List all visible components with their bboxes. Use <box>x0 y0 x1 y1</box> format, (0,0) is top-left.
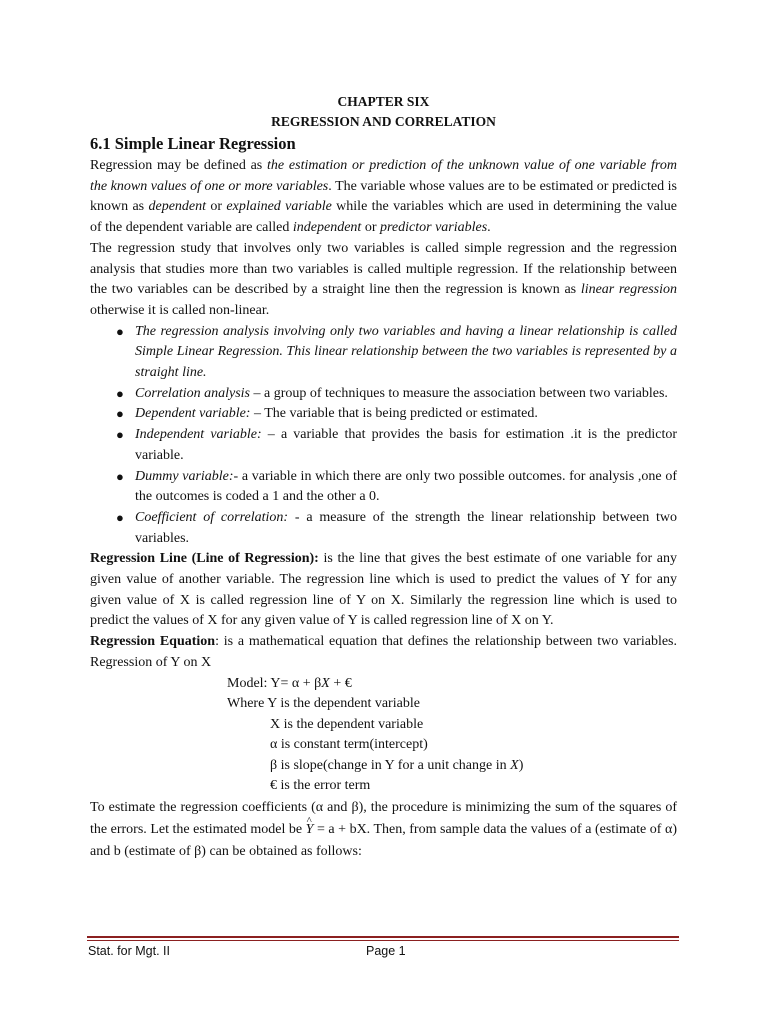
model-equation: Model: Y= α + βX + € <box>227 675 352 691</box>
list-item: ● Coefficient of correlation: - a measure of the strength the linear relationship between two variables. <box>116 509 677 546</box>
estimation-paragraph: To estimate the regression coefficients (α and β), the procedure is minimizing the sum of the squares of the errors. Let the estimated model be ^ Y = a + bX. Then, from sample data the values of a (estimate of α) and b (estimate of β) can be obtained as follows: <box>90 797 677 863</box>
model-alpha-line: α is constant term(intercept) <box>270 737 428 753</box>
model-error-line: € is the error term <box>270 778 371 794</box>
definition-paragraph: Regression may be defined as the estimation or prediction of the unknown value of one variable from the known values of one or more variables. The variable whose values are to be estimated or predicted is known as dependent or explained variable while the variables which are used in determining the value of the dependent variable are called independent or predictor variables. <box>90 158 678 236</box>
page-body <box>90 92 677 863</box>
regression-line-paragraph: Regression Line (Line of Regression): is the line that gives the best estimate of one variable for any given value of another variable. The regression line which is used to predict the values of Y for any given value of X is called regression line of Y on X. Similarly the regression line which is used to predict the values of X for any given value of Y is called regression line of X on Y. <box>90 551 677 629</box>
list-item: ● The regression analysis involving only two variables and having a linear relationship is called Simple Linear Regression. This linear relationship between the two variables is represented by a straight line. <box>116 323 677 381</box>
page-number: Page 1 <box>366 944 406 958</box>
definition-list <box>90 322 677 550</box>
chapter-title: REGRESSION AND CORRELATION <box>271 114 496 129</box>
regression-equation-paragraph: Regression Equation: is a mathematical equation that defines the relationship between two variables. Regression of Y on X <box>90 634 677 670</box>
list-item: ● Dependent variable: – The variable that is being predicted or estimated. <box>116 406 538 422</box>
y-hat-symbol: ^ Y <box>306 819 314 841</box>
footer-course-title: Stat. for Mgt. II <box>88 944 170 958</box>
list-item: ● Independent variable: – a variable that provides the basis for estimation .it is the predictor variable. <box>116 427 677 463</box>
model-beta-line: β is slope(change in Y for a unit change in X) <box>270 757 524 773</box>
list-item: ● Dummy variable:- a variable in which there are only two possible outcomes. for analysis ,one of the outcomes is coded a 1 and the other a 0. <box>116 468 677 505</box>
simple-regression-paragraph: The regression study that involves only two variables is called simple regression and the regression analysis that studies more than two variables is called multiple regression. If the relationship between the two variables can be described by a straight line then the regression is known as linear regression otherwise it is called non-linear. <box>90 240 678 318</box>
footer-rule-thin <box>87 940 679 941</box>
model-x-line: X is the dependent variable <box>270 716 424 732</box>
footer-rule-thick <box>87 936 679 938</box>
list-item: ● Correlation analysis – a group of techniques to measure the association between two variables. <box>116 385 668 401</box>
section-heading: 6.1 Simple Linear Regression <box>90 134 296 153</box>
chapter-number: CHAPTER SIX <box>337 94 430 109</box>
model-where-line: Where Y is the dependent variable <box>227 696 420 712</box>
model-block <box>90 674 677 797</box>
